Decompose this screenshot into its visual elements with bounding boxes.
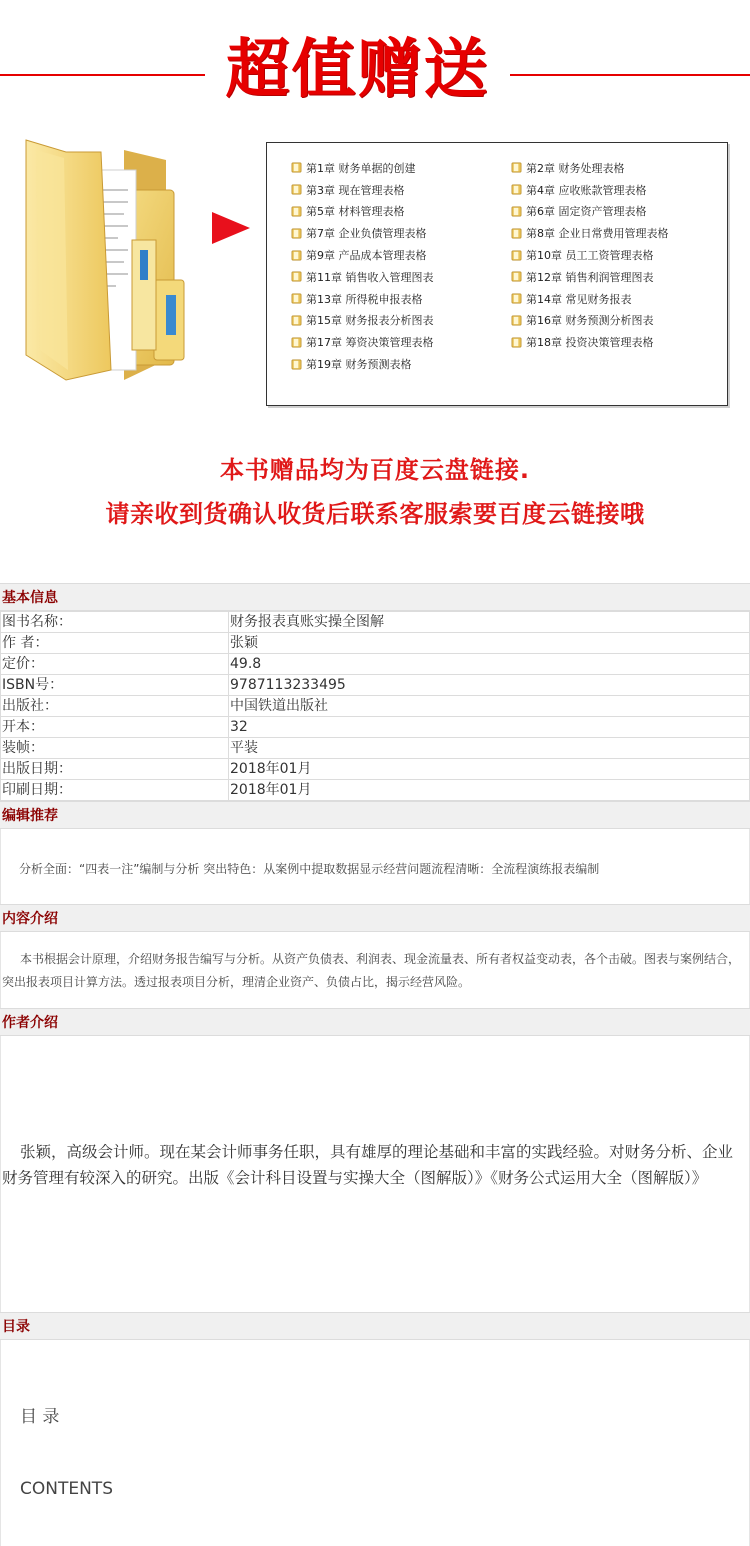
toc-contents-label: CONTENTS [20,1479,113,1499]
chapter-item [511,266,721,288]
chapter-item [511,222,721,244]
author-section [0,1036,750,1312]
chapter-label: 第15章 财务报表分析图表 [306,314,434,328]
chapter-item [511,179,721,201]
chapter-item [291,266,511,288]
chapter-label: 第16章 财务预测分析图表 [526,314,654,328]
info-key: 定价： [1,654,229,675]
chapter-label: 第12章 销售利润管理图表 [526,270,654,284]
info-value: 张颖 [229,633,750,654]
folder-icon [291,359,302,370]
folder-icon [291,315,302,326]
info-value: 49.8 [229,654,750,675]
info-key: 图书名称： [1,612,229,633]
promo-headline: 超值赠送 [225,33,490,107]
chapter-label: 第13章 所得税申报表格 [306,292,423,306]
folder-icon [291,337,302,348]
chapter-item [291,222,511,244]
arrow-right-icon [212,212,250,244]
section-basic-heading: 基本信息 [0,583,750,611]
chapter-label: 第6章 固定资产管理表格 [526,205,647,219]
chapter-label: 第9章 产品成本管理表格 [306,249,427,263]
section-toc-heading: 目录 [0,1312,750,1340]
folder-icon [291,162,302,173]
notice-line-1: 本书赠品均为百度云盘链接. [219,456,531,484]
chapter-label: 第19章 财务预测表格 [306,358,412,372]
info-value: 平装 [229,738,750,759]
editor-section [0,829,750,904]
folder-icon [291,228,302,239]
chapter-list [291,157,721,375]
info-value: 9787113233495 [229,675,750,696]
info-row [1,738,750,759]
info-row [1,612,750,633]
info-row [1,780,750,801]
chapter-item [291,353,511,375]
headline-rule-left [0,74,205,76]
info-row [1,759,750,780]
info-key: 出版日期： [1,759,229,780]
folder-icon [511,271,522,282]
chapter-label: 第10章 员工工资管理表格 [526,249,654,263]
editor-recommendation-text: 分析全面：“四表一注”编制与分析 突出特色：从案例中提取数据显示经营问题流程清晰：全流程演练报表编制 [19,862,600,876]
info-value: 中国铁道出版社 [229,696,750,717]
promo-banner [0,0,750,560]
folder-icon [511,315,522,326]
chapter-item [291,310,511,332]
chapter-label: 第14章 常见财务报表 [526,292,632,306]
basic-info-table [0,611,750,801]
folder-icon [511,184,522,195]
section-author-heading: 作者介绍 [0,1008,750,1036]
chapter-item [291,331,511,353]
info-row [1,696,750,717]
folder-icon [511,337,522,348]
chapter-item [291,201,511,223]
info-row [1,675,750,696]
folder-icon [291,293,302,304]
chapter-item [511,244,721,266]
content-section [0,932,750,1008]
chapter-label: 第5章 材料管理表格 [306,205,405,219]
chapter-label: 第11章 销售收入管理图表 [306,270,434,284]
info-value: 32 [229,717,750,738]
section-content-heading: 内容介绍 [0,904,750,932]
toc-section [0,1340,750,1546]
chapter-label: 第1章 财务单据的创建 [306,161,416,175]
chapter-item [291,244,511,266]
chapter-label: 第2章 财务处理表格 [526,161,625,175]
chapter-item [291,157,511,179]
info-value: 2018年01月 [229,780,750,801]
folder-icon [511,293,522,304]
chapter-item [291,288,511,310]
info-row [1,633,750,654]
toc-title: 目 录 [20,1407,60,1427]
section-editor-heading: 编辑推荐 [0,801,750,829]
chapter-item [511,157,721,179]
folder-icon [511,250,522,261]
info-value: 2018年01月 [229,759,750,780]
content-intro-text: 本书根据会计原理，介绍财务报告编写与分析。从资产负债表、利润表、现金流量表、所有者权益变动表，各个击破。图表与案例结合，突出报表项目计算方法。透过报表项目分析，理清企业资产、负债占比，揭示经营风险。 [2,952,741,989]
folder-icon [511,162,522,173]
folder-icon [511,228,522,239]
folder-icon [291,271,302,282]
chapter-label: 第17章 筹资决策管理表格 [306,336,434,350]
info-row [1,654,750,675]
chapter-item [511,310,721,332]
info-key: 印刷日期： [1,780,229,801]
info-key: ISBN号： [1,675,229,696]
chapter-label: 第8章 企业日常费用管理表格 [526,227,669,241]
folder-icon [291,184,302,195]
info-key: 开本： [1,717,229,738]
chapter-item [511,288,721,310]
chapter-label: 第4章 应收账款管理表格 [526,183,647,197]
folder-icon [291,206,302,217]
info-key: 出版社： [1,696,229,717]
chapter-label: 第18章 投资决策管理表格 [526,336,654,350]
chapter-item [511,331,721,353]
chapter-item [511,201,721,223]
info-key: 作 者： [1,633,229,654]
chapter-item [291,179,511,201]
chapter-label: 第7章 企业负债管理表格 [306,227,427,241]
folder-icon [6,130,206,390]
info-key: 装帧： [1,738,229,759]
folder-icon [511,206,522,217]
author-intro-text: 张颖，高级会计师。现在某会计师事务任职，具有雄厚的理论基础和丰富的实践经验。对财务分析、企业财务管理有较深入的研究。出版《会计科目设置与实操大全（图解版）》《财务公式运用大全（图解版）》 [2,1143,734,1187]
chapter-list-panel [266,142,728,406]
info-value: 财务报表真账实操全图解 [229,612,750,633]
notice-line-2: 请亲收到货确认收货后联系客服索要百度云链接哦 [105,500,645,528]
info-row [1,717,750,738]
headline-rule-right [510,74,750,76]
chapter-label: 第3章 现在管理表格 [306,183,405,197]
folder-icon [291,250,302,261]
